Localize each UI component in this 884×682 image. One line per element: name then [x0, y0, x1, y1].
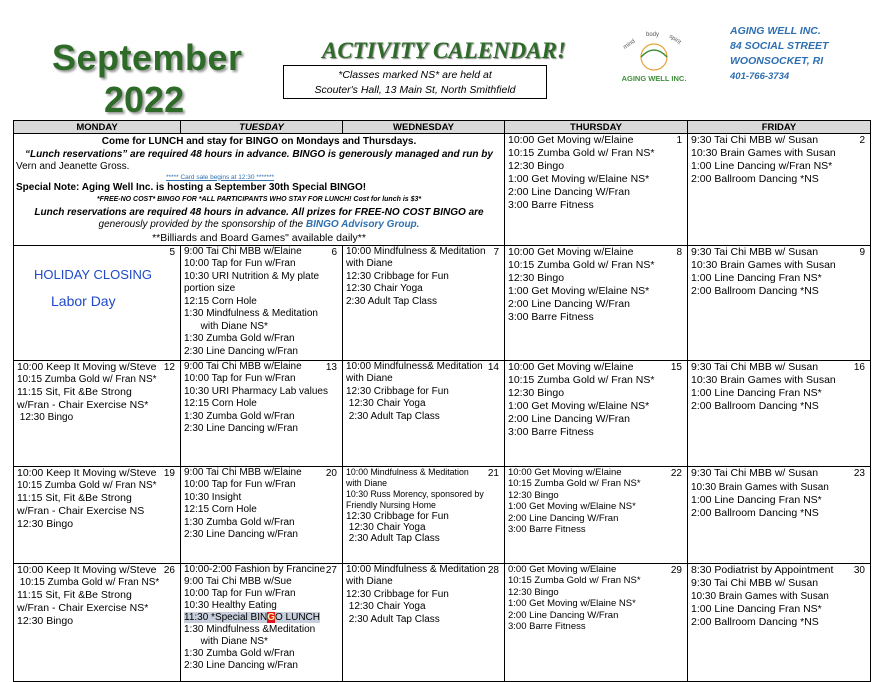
event-text: LUNCH	[282, 611, 320, 623]
event: 1:30 Mindfulness &Meditation	[184, 623, 316, 635]
logo-name: AGING WELL INC.	[621, 74, 687, 83]
event: 9:00 Tai Chi MBB w/Elaine	[184, 466, 302, 478]
event: 10:00 Mindfulness & Meditation	[346, 563, 486, 575]
event: 10:00 Mindfulness & Meditation	[346, 466, 469, 477]
event: 1:00 Get Moving w/Elaine NS*	[508, 284, 650, 297]
event: 2:00 Line Dancing W/Fran	[508, 297, 630, 310]
logo-arc-icon	[641, 50, 667, 57]
day-number: 20	[325, 467, 337, 479]
day-number: 13	[325, 361, 337, 373]
day-cell	[688, 563, 871, 681]
banner-line: Come for LUNCH and stay for BINGO on Mondays and Thursdays.	[101, 136, 417, 147]
event: 3:00 Barre Fitness	[508, 425, 594, 438]
event: 2:00 Ballroom Dancing *NS	[691, 173, 819, 185]
day-cell	[343, 563, 505, 681]
holiday-name: Labor Day	[51, 293, 116, 309]
event: 3:00 Barre Fitness	[508, 621, 586, 632]
banner-line: “Lunch reservations” are required 48 hours in advance. BINGO is generously managed and run by	[25, 148, 493, 160]
day-number: 12	[163, 361, 175, 373]
event: 2:30 Adult Tap Class	[346, 613, 440, 625]
event: 11:15 Sit, Fit &Be Strong	[17, 589, 132, 601]
logo-word-body: body	[646, 32, 660, 38]
logo-word-mind: mind	[622, 38, 637, 51]
logo-word-spirit: spirit	[667, 33, 682, 46]
day-cell	[505, 466, 688, 563]
event: 9:00 Tai Chi MBB w/Elaine	[184, 360, 302, 372]
event: 10:15 Zumba Gold w/ Fran NS*	[508, 258, 655, 271]
weekday-header-row	[14, 121, 871, 134]
day-number: 14	[487, 361, 499, 373]
day-cell	[505, 245, 688, 360]
event: 2:30 Line Dancing w/Fran	[184, 659, 298, 671]
day-cell	[505, 563, 688, 681]
event: portion size	[184, 283, 236, 294]
event: 10:00 Mindfulness& Meditation	[346, 360, 483, 372]
day-number: 7	[493, 246, 499, 258]
event: 10:00 Get Moving w/Elaine	[508, 360, 634, 373]
event: 0:00 Get Moving w/Elaine	[508, 563, 617, 575]
event: with Diane	[346, 477, 388, 488]
event: 12:30 Bingo	[17, 518, 74, 530]
event: 1:30 Zumba Gold w/Fran	[184, 516, 295, 528]
banner-line	[16, 219, 502, 232]
day-cell	[688, 134, 871, 246]
event: 10:00 Tap for Fun w/Fran	[184, 479, 296, 490]
event: 12:30 Bingo	[508, 586, 559, 598]
banner-line: ***** Card sale begins at 12:30 *******	[166, 173, 275, 181]
org-city: WOONSOCKET, RI	[730, 55, 824, 67]
event: 10:00 Tap for Fun w/Fran	[184, 373, 296, 384]
header-thursday: THURSDAY	[505, 121, 688, 134]
event: 2:00 Line Dancing W/Fran	[508, 609, 619, 621]
location-note	[283, 65, 547, 99]
day-number: 21	[487, 467, 499, 479]
banner-line: Vern and Jeanette Gross.	[16, 161, 130, 172]
day-cell	[181, 466, 343, 563]
banner-text: generously provided by the sponsorship of the	[98, 219, 304, 230]
day-cell	[343, 245, 505, 360]
event: 9:30 Tai Chi MBB w/ Susan	[691, 466, 819, 479]
event: 1:30 Zumba Gold w/Fran	[184, 410, 295, 422]
event: 10:30 URI Nutrition & My plate	[184, 270, 320, 282]
week-row-1	[14, 134, 871, 246]
event: 3:00 Barre Fitness	[508, 310, 594, 323]
event: 12:15 Corn Hole	[184, 504, 257, 515]
header-friday: FRIDAY	[688, 121, 871, 134]
aging-well-logo	[618, 29, 690, 85]
event: 1:00 Line Dancing Fran NS*	[691, 271, 822, 284]
bingo-group-name: BINGO Advisory Group.	[305, 219, 420, 230]
event: 10:30 Russ Morency, sponsored by	[346, 488, 484, 499]
day-number: 9	[859, 246, 865, 258]
event: 12:30 Chair Yoga	[346, 398, 426, 409]
event: 10:15 Zumba Gold w/ Fran NS*	[508, 478, 641, 489]
day-cell	[14, 360, 181, 466]
event: 2:30 Adult Tap Class	[346, 410, 440, 422]
event: 10:00 Get Moving w/Elaine	[508, 134, 634, 146]
day-number: 19	[163, 467, 175, 479]
event: 2:00 Ballroom Dancing *NS	[691, 399, 819, 412]
holiday-closing: HOLIDAY CLOSING	[34, 266, 152, 282]
event: 9:30 Tai Chi MBB w/ Susan	[691, 245, 819, 258]
day-number: 26	[163, 564, 175, 576]
event: 1:00 Line Dancing Fran NS*	[691, 386, 822, 399]
org-name: AGING WELL INC.	[730, 25, 821, 37]
event: 10:00 Tap for Fun w/Fran	[184, 258, 296, 269]
event: 9:00 Tai Chi MBB w/Elaine	[184, 245, 302, 257]
event: 9:00 Tai Chi MBB w/Sue	[184, 575, 292, 587]
bingo-banner	[14, 134, 505, 246]
day-cell	[181, 360, 343, 466]
event: 12:30 Bingo	[508, 271, 565, 284]
event: w/Fran - Chair Exercise NS*	[17, 602, 149, 614]
event: 1:00 Get Moving w/Elaine NS*	[508, 173, 650, 185]
event: 1:30 Zumba Gold w/Fran	[184, 333, 295, 344]
day-cell	[343, 466, 505, 563]
event: 2:30 Adult Tap Class	[346, 532, 440, 544]
special-bingo-lunch	[184, 612, 339, 624]
event: 1:30 Zumba Gold w/Fran	[184, 647, 295, 659]
day-number: 5	[169, 246, 175, 258]
event: 2:30 Line Dancing w/Fran	[184, 529, 298, 540]
day-cell	[14, 466, 181, 563]
day-cell	[505, 360, 688, 466]
event: 2:30 Line Dancing w/Fran	[184, 345, 298, 357]
event: 2:00 Ballroom Dancing *NS	[691, 507, 819, 519]
calendar-table	[13, 120, 871, 682]
day-number: 23	[853, 467, 865, 479]
day-cell	[688, 466, 871, 563]
event: 9:30 Tai Chi MBB w/ Susan	[691, 576, 819, 589]
event: 12:30 Cribbage for Fun	[346, 385, 449, 397]
event: 12:30 Bingo	[508, 489, 559, 501]
event: 10:15 Zumba Gold w/ Fran NS*	[508, 575, 641, 586]
day-number: 27	[325, 564, 337, 576]
month-title: September	[52, 37, 243, 78]
org-contact	[730, 24, 828, 84]
day-number: 6	[331, 246, 337, 258]
event: 12:30 Cribbage for Fun	[346, 270, 449, 282]
event: 12:30 Cribbage for Fun	[346, 510, 449, 522]
event: 12:30 Bingo	[17, 615, 74, 627]
event: 12:30 Chair Yoga	[346, 521, 426, 533]
day-cell	[14, 563, 181, 681]
event: 12:30 Bingo	[508, 160, 565, 172]
event: 10:15 Zumba Gold w/ Fran NS*	[508, 373, 655, 386]
event: 10:30 URI Pharmacy Lab values	[184, 385, 328, 397]
day-number: 1	[676, 135, 682, 146]
event: with Diane NS*	[184, 320, 268, 332]
event: 10:15 Zumba Gold w/ Fran NS*	[17, 479, 157, 491]
event: 10:15 Zumba Gold w/ Fran NS*	[17, 373, 157, 385]
banner-line: **Billiards and Board Games" available daily**	[152, 231, 366, 244]
event: 2:00 Ballroom Dancing *NS	[691, 616, 819, 628]
event: 1:00 Line Dancing Fran NS*	[691, 494, 822, 506]
event: 10:00 Mindfulness & Meditation	[346, 245, 486, 257]
event: 3:00 Barre Fitness	[508, 199, 594, 211]
event: w/Fran - Chair Exercise NS*	[17, 399, 149, 411]
event: 8:30 Podiatrist by Appointment	[691, 563, 834, 576]
event: with Diane NS*	[184, 635, 268, 647]
logo-sun-icon	[641, 44, 667, 70]
event: 2:00 Line Dancing W/Fran	[508, 412, 630, 425]
day-number: 29	[670, 564, 682, 576]
day-cell	[343, 360, 505, 466]
event: 12:15 Corn Hole	[184, 295, 257, 307]
bingo-letter: G	[267, 611, 275, 623]
header-monday: MONDAY	[14, 121, 181, 134]
event: 1:00 Get Moving w/Elaine NS*	[508, 598, 636, 609]
event: 1:30 Mindfulness & Meditation	[184, 308, 318, 319]
day-number: 22	[670, 467, 682, 479]
header-tuesday: TUESDAY	[181, 121, 343, 134]
event: 12:15 Corn Hole	[184, 398, 257, 409]
event: 10:30 Insight	[184, 491, 242, 503]
day-number: 8	[676, 246, 682, 258]
note-line-2: Scouter's Hall, 13 Main St, North Smithfield	[314, 84, 516, 96]
event: 11:15 Sit, Fit &Be Strong	[17, 386, 132, 398]
event: 1:00 Line Dancing Fran NS*	[691, 603, 822, 615]
org-phone: 401-766-3734	[730, 71, 790, 82]
event: 11:15 Sit, Fit &Be Strong	[17, 492, 132, 504]
event: 3:00 Barre Fitness	[508, 524, 586, 535]
header-wednesday: WEDNESDAY	[343, 121, 505, 134]
event: Friendly Nursing Home	[346, 499, 436, 510]
day-cell	[688, 360, 871, 466]
event: with Diane	[346, 258, 393, 269]
banner-line: Lunch reservations are required 48 hours in advance. All prizes for FREE-NO COST BINGO are	[34, 206, 484, 218]
day-number: 28	[487, 564, 499, 576]
day-cell	[505, 134, 688, 246]
event: 10:00 Keep It Moving w/Steve	[17, 466, 157, 479]
event: 10:30 Brain Games with Susan	[691, 481, 829, 493]
week-row-2	[14, 245, 871, 360]
week-row-4	[14, 466, 871, 563]
event: 2:00 Ballroom Dancing *NS	[691, 284, 819, 297]
event: 12:30 Chair Yoga	[346, 283, 423, 294]
event: 2:00 Line Dancing W/Fran	[508, 186, 630, 198]
event: with Diane	[346, 373, 393, 384]
note-line-1: *Classes marked NS* are held at	[338, 69, 492, 81]
event: 1:00 Get Moving w/Elaine NS*	[508, 501, 636, 512]
event: 10:15 Zumba Gold w/ Fran NS*	[17, 576, 160, 588]
day-cell	[14, 245, 181, 360]
event: 9:30 Tai Chi MBB w/ Susan	[691, 134, 819, 146]
event: 12:30 Cribbage for Fun	[346, 588, 449, 600]
event: 9:30 Tai Chi MBB w/ Susan	[691, 360, 819, 373]
banner-line: Special Note: Aging Well Inc. is hosting a September 30th Special BINGO!	[16, 181, 367, 193]
activity-calendar-title: ACTIVITY CALENDAR!	[322, 38, 566, 63]
event: 2:30 Adult Tap Class	[346, 295, 437, 307]
event: 10:00 Get Moving w/Elaine	[508, 466, 622, 478]
event: 10:00 Keep It Moving w/Steve	[17, 563, 157, 576]
week-row-3	[14, 360, 871, 466]
day-number: 15	[670, 361, 682, 373]
event: 1:00 Line Dancing w/Fran NS*	[691, 160, 833, 172]
event: 10:30 Brain Games with Susan	[691, 258, 836, 271]
event: 10:00-2:00 Fashion by Francine	[184, 563, 326, 575]
org-street: 84 SOCIAL STREET	[730, 40, 829, 52]
day-number: 16	[853, 361, 865, 373]
event: w/Fran - Chair Exercise NS	[17, 505, 145, 517]
week-row-5	[14, 563, 871, 681]
event: 10:00 Get Moving w/Elaine	[508, 245, 634, 258]
event-text: 11:30 *Special BIN	[184, 611, 268, 623]
day-number: 2	[859, 135, 865, 146]
event: 10:30 Healthy Eating	[184, 599, 277, 611]
event: 12:30 Bingo	[17, 412, 74, 423]
event: 10:30 Brain Games with Susan	[691, 590, 829, 602]
event: 1:00 Get Moving w/Elaine NS*	[508, 399, 650, 412]
day-number: 30	[853, 564, 865, 576]
day-cell	[688, 245, 871, 360]
event: 10:00 Tap for Fun w/Fran	[184, 587, 296, 599]
banner-line: *FREE-NO COST* BINGO FOR *ALL PARTICIPANTS WHO STAY FOR LUNCH! Cost for lunch is $3*	[96, 196, 422, 203]
event: 10:00 Keep It Moving w/Steve	[17, 360, 157, 373]
year-title: 2022	[104, 79, 185, 120]
event: 2:00 Line Dancing W/Fran	[508, 512, 619, 524]
event: 12:30 Chair Yoga	[346, 601, 426, 612]
event: 12:30 Bingo	[508, 386, 565, 399]
event: with Diane	[346, 576, 393, 587]
event: 10:15 Zumba Gold w/ Fran NS*	[508, 147, 655, 159]
event: 10:30 Brain Games with Susan	[691, 373, 836, 386]
event: 10:30 Brain Games with Susan	[691, 147, 836, 159]
day-cell	[181, 563, 343, 681]
day-cell	[181, 245, 343, 360]
event-text: O	[274, 611, 283, 623]
event: 2:30 Line Dancing w/Fran	[184, 423, 298, 434]
